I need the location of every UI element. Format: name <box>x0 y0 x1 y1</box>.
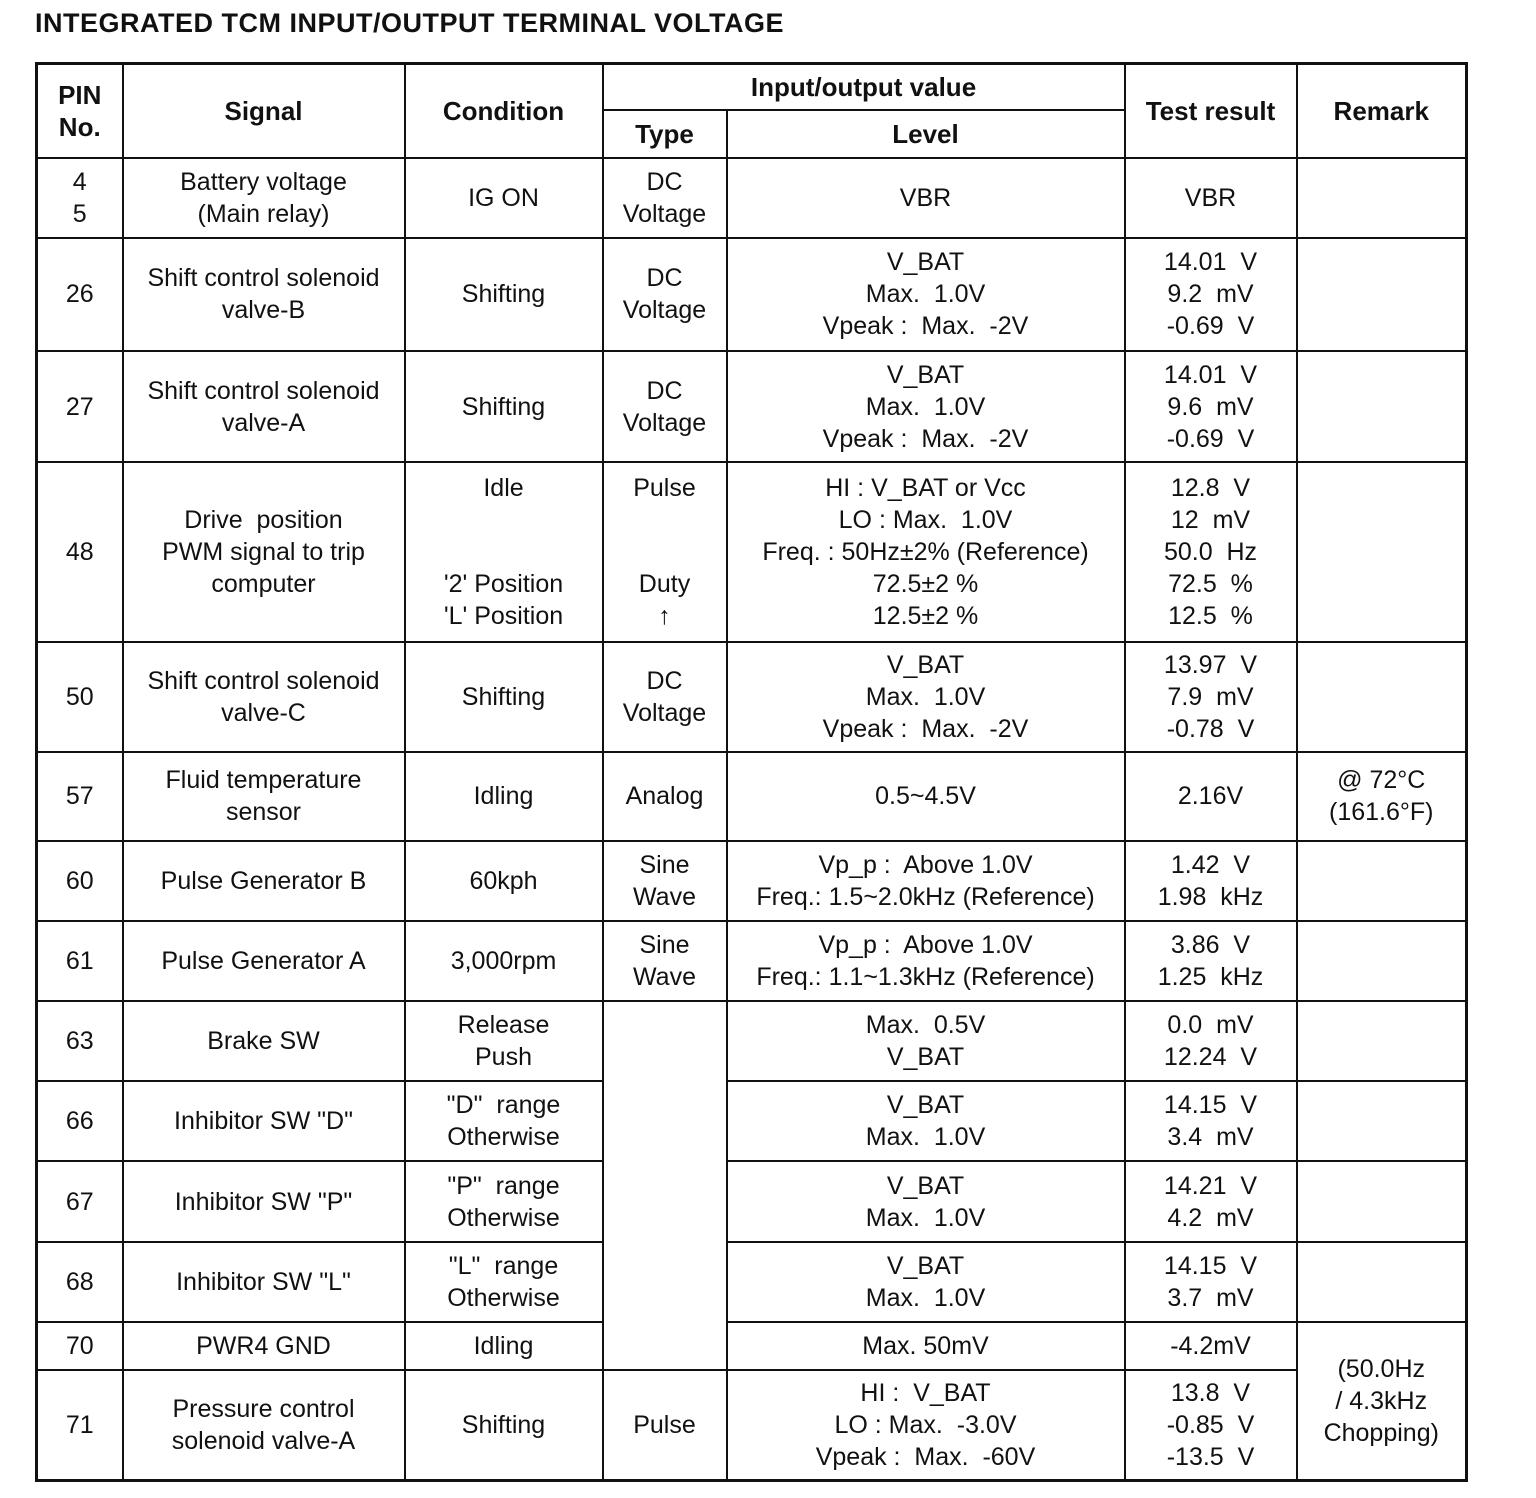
table-row <box>37 158 1467 238</box>
signal-cell: Pulse Generator A <box>123 921 405 1001</box>
level-cell: VBR <box>727 158 1125 238</box>
signal-cell: Shift control solenoid valve-B <box>123 238 405 351</box>
pin-cell: 60 <box>37 841 123 921</box>
type-cell: Analog <box>603 752 727 840</box>
signal-cell: Battery voltage (Main relay) <box>123 158 405 238</box>
remark-cell <box>1297 1001 1467 1081</box>
pin-cell: 67 <box>37 1161 123 1241</box>
pin-cell: 50 <box>37 642 123 752</box>
pin-cell: 68 <box>37 1242 123 1322</box>
level-cell: Max. 50mV <box>727 1322 1125 1370</box>
result-cell: 14.15 V 3.4 mV <box>1125 1081 1297 1161</box>
signal-cell: Inhibitor SW "P" <box>123 1161 405 1241</box>
level-cell: V_BAT Max. 1.0V Vpeak : Max. -2V <box>727 351 1125 462</box>
result-cell: 1.42 V 1.98 kHz <box>1125 841 1297 921</box>
result-cell: 12.8 V 12 mV 50.0 Hz 72.5 % 12.5 % <box>1125 462 1297 642</box>
pin-cell: 61 <box>37 921 123 1001</box>
signal-cell: Drive position PWM signal to trip computer <box>123 462 405 642</box>
header-io-value: Input/output value <box>603 64 1125 110</box>
pin-cell: 63 <box>37 1001 123 1081</box>
remark-cell <box>1297 841 1467 921</box>
level-cell: Vp_p : Above 1.0V Freq.: 1.5~2.0kHz (Reference) <box>727 841 1125 921</box>
level-cell: V_BAT Max. 1.0V <box>727 1161 1125 1241</box>
result-cell: -4.2mV <box>1125 1322 1297 1370</box>
condition-cell: Shifting <box>405 1370 603 1480</box>
header-type: Type <box>603 110 727 158</box>
signal-cell: Shift control solenoid valve-A <box>123 351 405 462</box>
condition-cell: Idling <box>405 1322 603 1370</box>
pin-cell: 57 <box>37 752 123 840</box>
result-cell: 13.8 V -0.85 V -13.5 V <box>1125 1370 1297 1480</box>
table-row <box>37 1242 1467 1322</box>
level-cell: V_BAT Max. 1.0V Vpeak : Max. -2V <box>727 642 1125 752</box>
table-row <box>37 1370 1467 1480</box>
condition-cell: 60kph <box>405 841 603 921</box>
table-row <box>37 1081 1467 1161</box>
condition-cell: Shifting <box>405 351 603 462</box>
level-cell: Vp_p : Above 1.0V Freq.: 1.1~1.3kHz (Reference) <box>727 921 1125 1001</box>
result-cell: 0.0 mV 12.24 V <box>1125 1001 1297 1081</box>
signal-cell: Pressure control solenoid valve-A <box>123 1370 405 1480</box>
result-cell: 14.01 V 9.6 mV -0.69 V <box>1125 351 1297 462</box>
remark-cell-shared: (50.0Hz / 4.3kHz Chopping) <box>1297 1322 1467 1481</box>
condition-cell: Shifting <box>405 238 603 351</box>
remark-cell <box>1297 158 1467 238</box>
signal-cell: Inhibitor SW "D" <box>123 1081 405 1161</box>
remark-cell <box>1297 1161 1467 1241</box>
condition-cell: "D" range Otherwise <box>405 1081 603 1161</box>
pin-cell: 48 <box>37 462 123 642</box>
condition-cell: "P" range Otherwise <box>405 1161 603 1241</box>
pin-cell: 4 5 <box>37 158 123 238</box>
remark-cell <box>1297 1242 1467 1322</box>
table-row <box>37 462 1467 642</box>
header-condition: Condition <box>405 64 603 158</box>
result-cell: 2.16V <box>1125 752 1297 840</box>
pin-cell: 27 <box>37 351 123 462</box>
result-cell: 3.86 V 1.25 kHz <box>1125 921 1297 1001</box>
signal-cell: Fluid temperature sensor <box>123 752 405 840</box>
result-cell: 13.97 V 7.9 mV -0.78 V <box>1125 642 1297 752</box>
table-row <box>37 238 1467 351</box>
level-cell: HI : V_BAT or Vcc LO : Max. 1.0V Freq. : 50Hz±2% (Reference) 72.5±2 % 12.5±2 % <box>727 462 1125 642</box>
tcm-terminal-voltage-table <box>35 62 1468 1482</box>
pin-cell: 71 <box>37 1370 123 1480</box>
remark-cell <box>1297 351 1467 462</box>
remark-cell <box>1297 1081 1467 1161</box>
remark-cell <box>1297 238 1467 351</box>
table-row <box>37 841 1467 921</box>
pin-cell: 66 <box>37 1081 123 1161</box>
table-row <box>37 752 1467 840</box>
type-cell-merged <box>603 1001 727 1370</box>
signal-cell: Shift control solenoid valve-C <box>123 642 405 752</box>
header-remark: Remark <box>1297 64 1467 158</box>
signal-cell: Inhibitor SW "L" <box>123 1242 405 1322</box>
level-cell: 0.5~4.5V <box>727 752 1125 840</box>
result-cell: VBR <box>1125 158 1297 238</box>
level-cell: HI : V_BAT LO : Max. -3.0V Vpeak : Max. -60V <box>727 1370 1125 1480</box>
condition-cell: "L" range Otherwise <box>405 1242 603 1322</box>
result-cell: 14.15 V 3.7 mV <box>1125 1242 1297 1322</box>
condition-cell: Release Push <box>405 1001 603 1081</box>
condition-cell: Shifting <box>405 642 603 752</box>
condition-cell: IG ON <box>405 158 603 238</box>
type-cell: DC Voltage <box>603 351 727 462</box>
condition-cell: Idle '2' Position 'L' Position <box>405 462 603 642</box>
table-row <box>37 921 1467 1001</box>
table-row <box>37 351 1467 462</box>
signal-cell: Pulse Generator B <box>123 841 405 921</box>
type-cell: Sine Wave <box>603 841 727 921</box>
remark-cell <box>1297 642 1467 752</box>
page-title: INTEGRATED TCM INPUT/OUTPUT TERMINAL VOLTAGE <box>35 8 784 38</box>
condition-cell: 3,000rpm <box>405 921 603 1001</box>
type-cell: Pulse Duty ↑ <box>603 462 727 642</box>
header-pin-no: PIN No. <box>37 64 123 158</box>
level-cell: Max. 0.5V V_BAT <box>727 1001 1125 1081</box>
remark-cell <box>1297 462 1467 642</box>
type-cell: DC Voltage <box>603 238 727 351</box>
result-cell: 14.01 V 9.2 mV -0.69 V <box>1125 238 1297 351</box>
pin-cell: 70 <box>37 1322 123 1370</box>
result-cell: 14.21 V 4.2 mV <box>1125 1161 1297 1241</box>
header-test-result: Test result <box>1125 64 1297 158</box>
remark-cell <box>1297 921 1467 1001</box>
type-cell: Sine Wave <box>603 921 727 1001</box>
remark-cell: @ 72°C (161.6°F) <box>1297 752 1467 840</box>
type-cell: Pulse <box>603 1370 727 1480</box>
condition-cell: Idling <box>405 752 603 840</box>
table-row <box>37 1001 1467 1081</box>
signal-cell: Brake SW <box>123 1001 405 1081</box>
level-cell: V_BAT Max. 1.0V <box>727 1081 1125 1161</box>
level-cell: V_BAT Max. 1.0V <box>727 1242 1125 1322</box>
table-row <box>37 1322 1467 1370</box>
table-row <box>37 642 1467 752</box>
header-signal: Signal <box>123 64 405 158</box>
level-cell: V_BAT Max. 1.0V Vpeak : Max. -2V <box>727 238 1125 351</box>
pin-cell: 26 <box>37 238 123 351</box>
header-level: Level <box>727 110 1125 158</box>
signal-cell: PWR4 GND <box>123 1322 405 1370</box>
type-cell: DC Voltage <box>603 642 727 752</box>
type-cell: DC Voltage <box>603 158 727 238</box>
up-arrow-icon: ↑ <box>658 602 671 631</box>
table-row <box>37 1161 1467 1241</box>
